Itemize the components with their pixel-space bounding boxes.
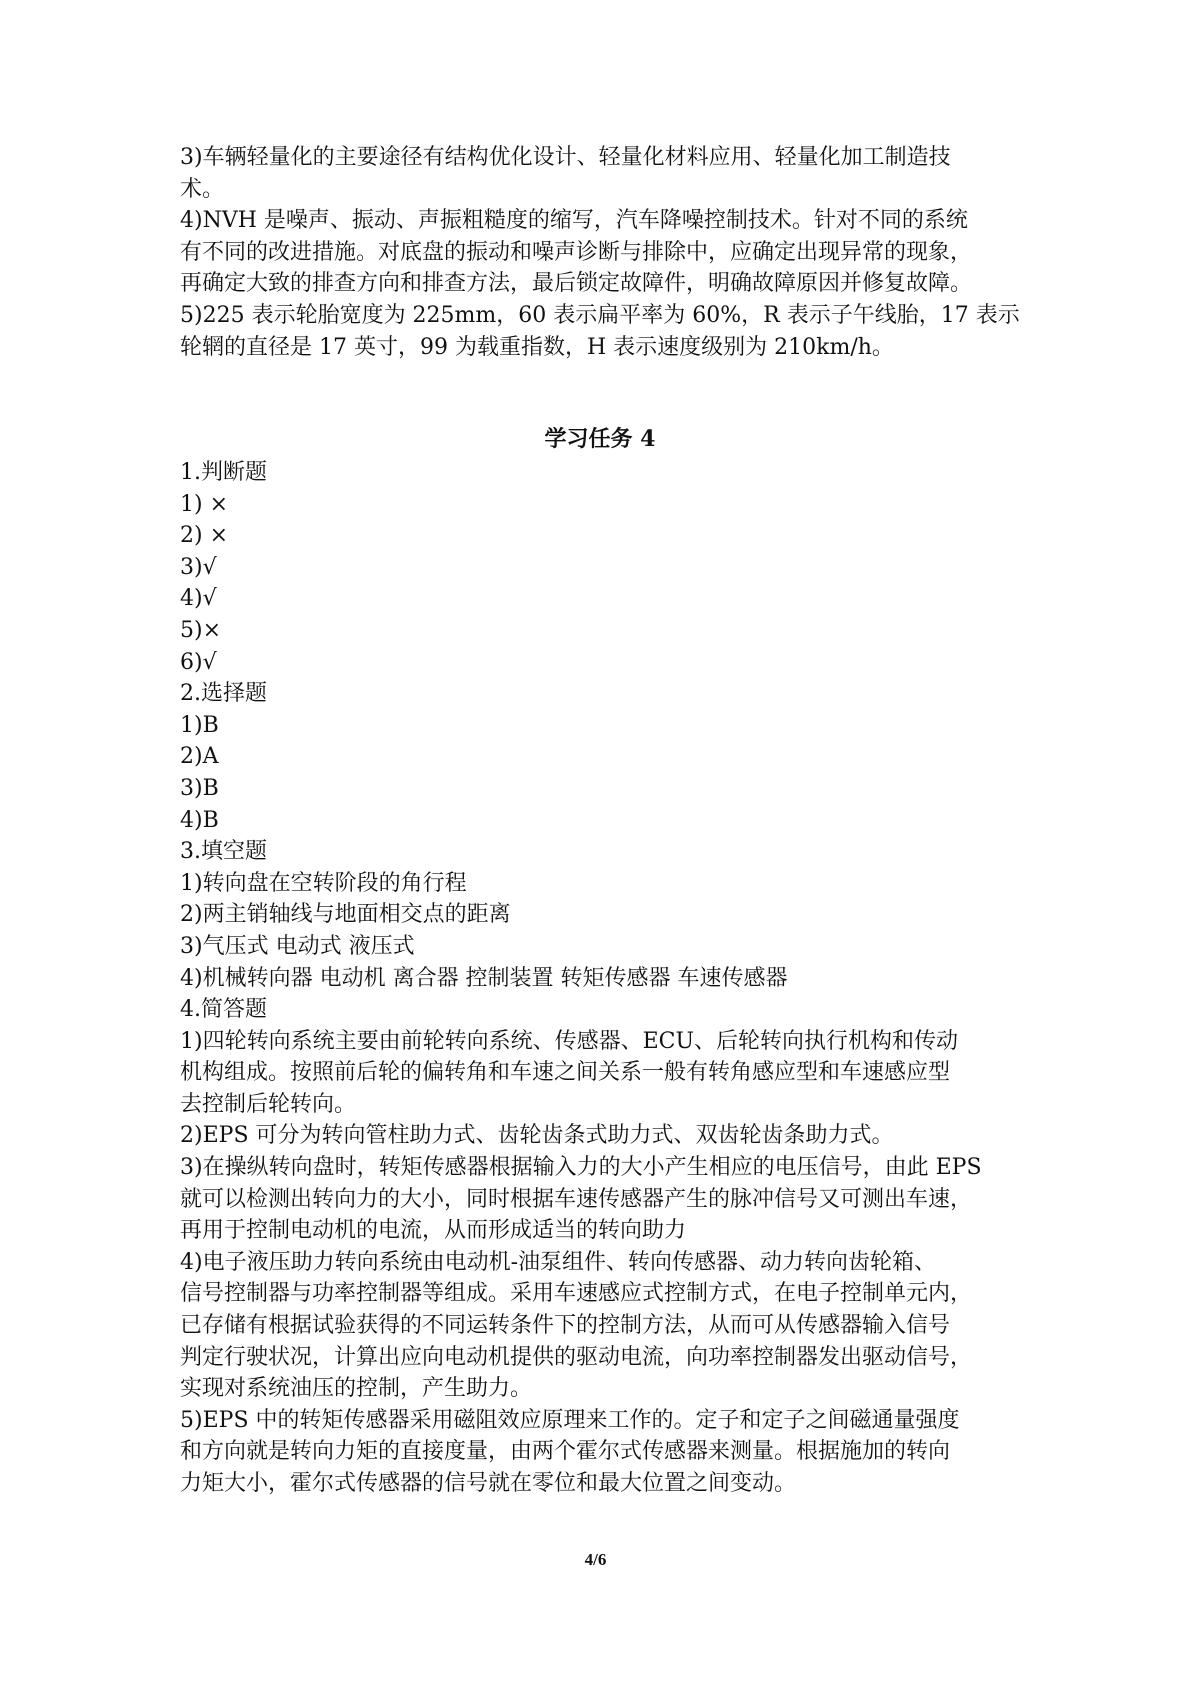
answer-line: 再用于控制电动机的电流，从而形成适当的转向助力 bbox=[180, 1218, 687, 1244]
section-heading-short-answer: 4.简答题 bbox=[180, 997, 267, 1023]
answer-line: 信号控制器与功率控制器等组成。采用车速感应式控制方式，在电子控制单元内， bbox=[180, 1281, 973, 1307]
answer-line: 去控制后轮转向。 bbox=[180, 1091, 357, 1117]
page-number: 4/6 bbox=[584, 1550, 607, 1569]
answer-line: 力矩大小，霍尔式传感器的信号就在零位和最大位置之间变动。 bbox=[180, 1471, 797, 1496]
answer-line: 4)B bbox=[180, 807, 219, 833]
answer-line: 3)B bbox=[180, 775, 219, 801]
answer-line: 3)在操纵转向盘时，转矩传感器根据输入力的大小产生相应的电压信号，由此 EPS bbox=[180, 1155, 982, 1181]
answer-line: 3)√ bbox=[180, 554, 217, 580]
answer-line: 2)两主销轴线与地面相交点的距离 bbox=[180, 902, 511, 928]
answer-line: 术。 bbox=[180, 176, 225, 202]
answer-line: 判定行驶状况，计算出应向电动机提供的驱动电流，向功率控制器发出驱动信号， bbox=[180, 1344, 973, 1370]
section-heading-choice: 2.选择题 bbox=[180, 681, 267, 707]
answer-line: 有不同的改进措施。对底盘的振动和噪声诊断与排除中，应确定出现异常的现象， bbox=[180, 239, 973, 265]
previous-answers-block bbox=[180, 142, 1020, 363]
answer-line: 4)电子液压助力转向系统由电动机-油泵组件、转向传感器、动力转向齿轮箱、 bbox=[180, 1249, 937, 1275]
answer-line: 2)EPS 可分为转向管柱助力式、齿轮齿条式助力式、双齿轮齿条助力式。 bbox=[180, 1123, 894, 1149]
task-4-answers bbox=[180, 457, 1020, 1500]
answer-line: 5)EPS 中的转矩传感器采用磁阻效应原理来工作的。定子和定子之间磁通量强度 bbox=[180, 1407, 960, 1433]
section-heading-judgment: 1.判断题 bbox=[180, 460, 267, 485]
answer-line: 4)机械转向器 电动机 离合器 控制装置 转矩传感器 车速传感器 bbox=[180, 965, 788, 991]
answer-line: 已存储有根据试验获得的不同运转条件下的控制方法，从而可从传感器输入信号 bbox=[180, 1313, 951, 1339]
answer-line: 3)车辆轻量化的主要途径有结构优化设计、轻量化材料应用、轻量化加工制造技 bbox=[180, 145, 951, 170]
answer-line: 1) × bbox=[180, 491, 229, 517]
answer-line: 和方向就是转向力矩的直接度量，由两个霍尔式传感器来测量。根据施加的转向 bbox=[180, 1439, 951, 1465]
answer-line: 就可以检测出转向力的大小，同时根据车速传感器产生的脉冲信号又可测出车速， bbox=[180, 1186, 973, 1212]
answer-line: 轮辋的直径是 17 英寸，99 为载重指数，H 表示速度级别为 210km/h。 bbox=[180, 334, 894, 360]
answer-line: 6)√ bbox=[180, 649, 217, 675]
answer-line: 实现对系统油压的控制，产生助力。 bbox=[180, 1376, 533, 1402]
answer-line: 2)A bbox=[180, 744, 219, 770]
answer-line: 1)B bbox=[180, 712, 219, 738]
answer-line: 再确定大致的排查方向和排查方法，最后锁定故障件，明确故障原因并修复故障。 bbox=[180, 271, 973, 297]
answer-line: 机构组成。按照前后轮的偏转角和车速之间关系一般有转角感应型和车速感应型 bbox=[180, 1060, 951, 1086]
section-title: 学习任务 4 bbox=[544, 426, 656, 452]
answer-line: 4)NVH 是噪声、振动、声振粗糙度的缩写，汽车降噪控制技术。针对不同的系统 bbox=[180, 208, 968, 234]
document-page bbox=[180, 142, 1020, 1496]
section-heading-fill-blank: 3.填空题 bbox=[180, 839, 267, 865]
answer-line: 2) × bbox=[180, 523, 229, 549]
answer-line: 5)× bbox=[180, 617, 222, 643]
answer-line: 3)气压式 电动式 液压式 bbox=[180, 933, 415, 959]
answer-line: 1)转向盘在空转阶段的角行程 bbox=[180, 870, 467, 896]
answer-line: 5)225 表示轮胎宽度为 225mm，60 表示扁平率为 60%，R 表示子午线胎，17 表示 bbox=[180, 302, 1020, 328]
answer-line: 1)四轮转向系统主要由前轮转向系统、传感器、ECU、后轮转向执行机构和传动 bbox=[180, 1028, 959, 1054]
answer-line: 4)√ bbox=[180, 586, 217, 612]
